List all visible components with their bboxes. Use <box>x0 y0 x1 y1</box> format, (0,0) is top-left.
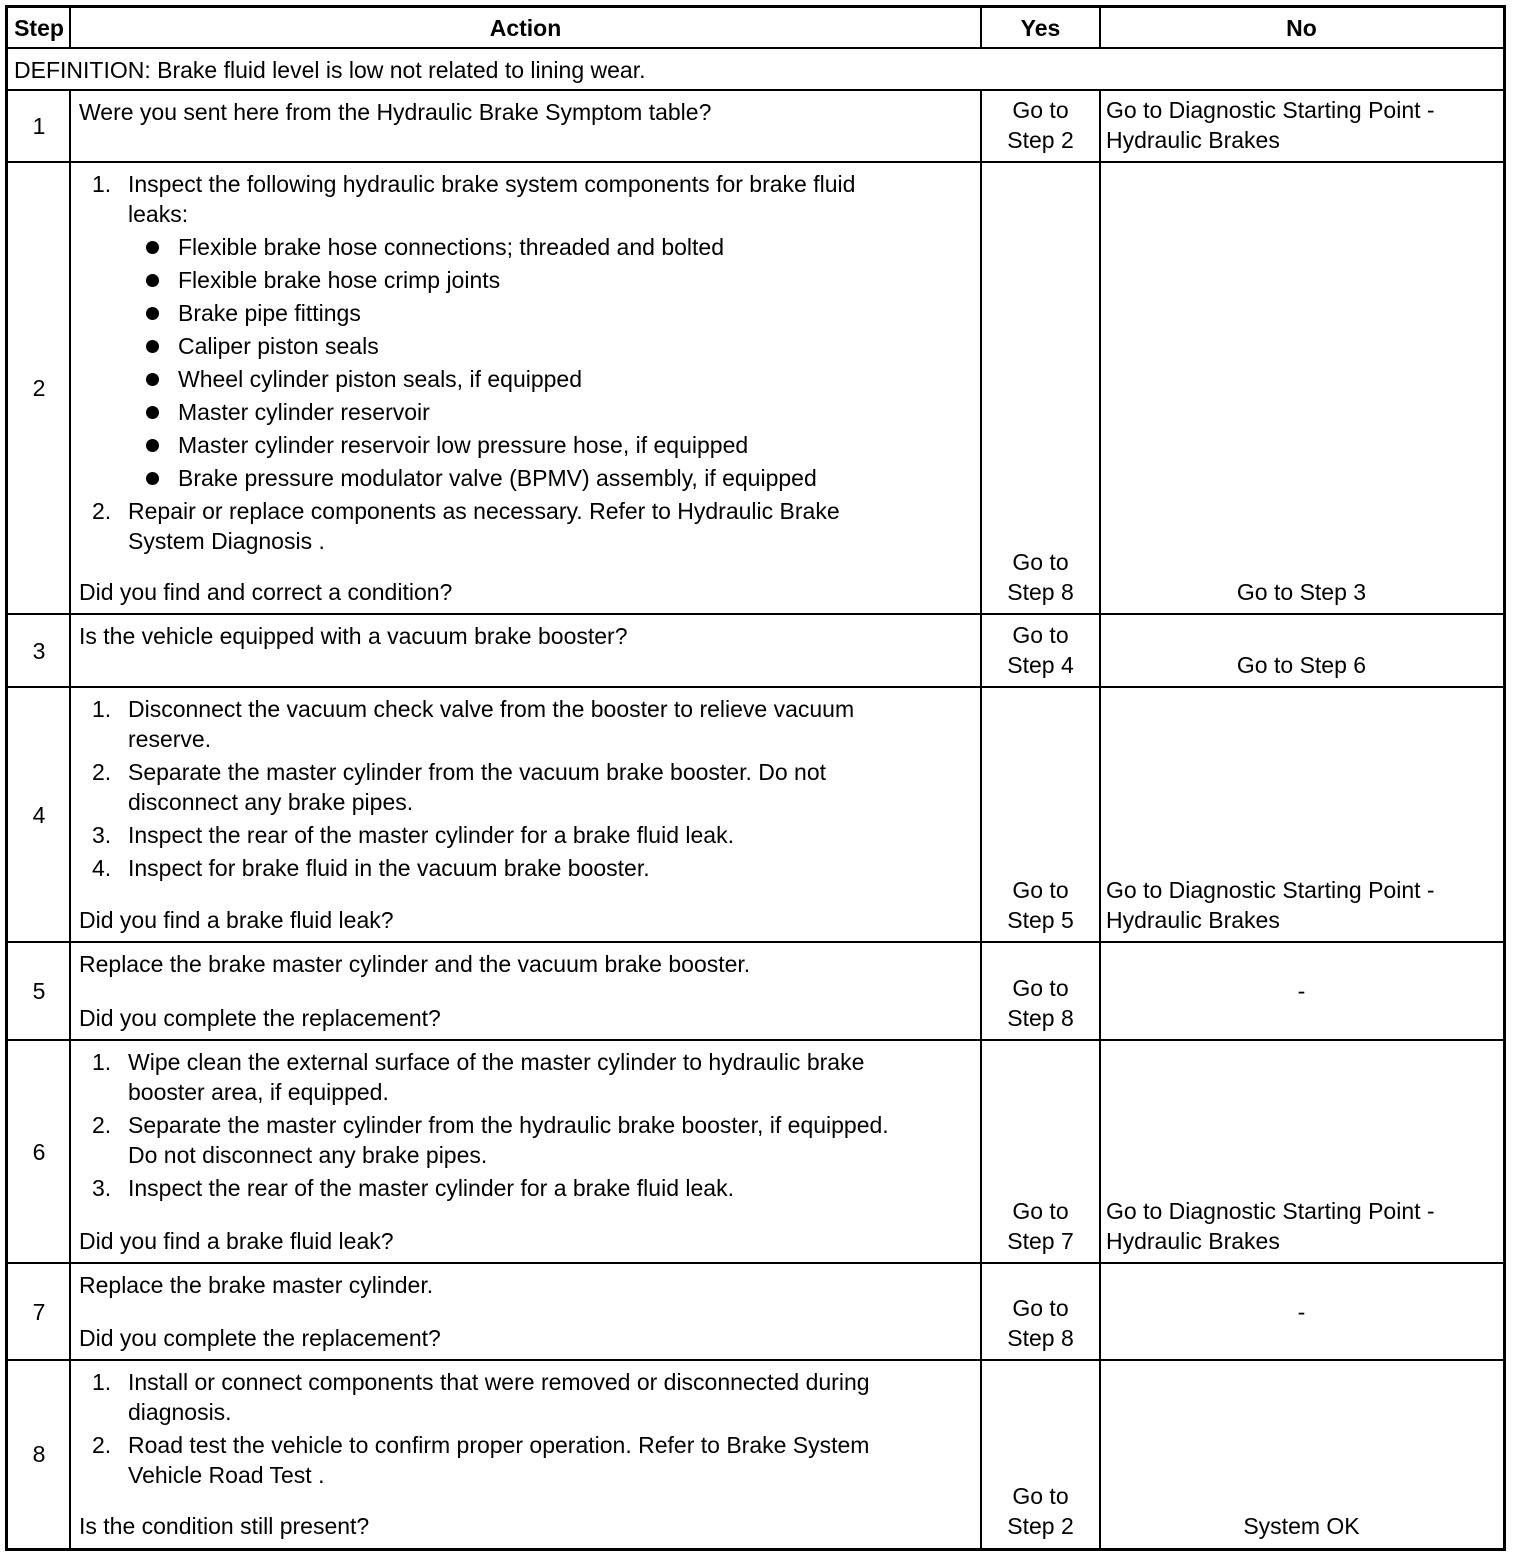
step-list-text: reserve. <box>128 726 212 752</box>
step-list-number: 1. <box>92 171 112 197</box>
step-list-number: 2. <box>92 759 112 785</box>
step-list-number: 4. <box>92 855 112 881</box>
step-number: 5 <box>32 978 46 1004</box>
yes-result: Step 2 <box>1007 127 1074 153</box>
step-list-text: System Diagnosis . <box>128 528 325 554</box>
yes-result: Go to <box>1012 1295 1069 1321</box>
step-number: 8 <box>32 1441 46 1467</box>
step-list-text: disconnect any brake pipes. <box>128 789 414 815</box>
bullet-text: Flexible brake hose connections; threaded and bolted <box>178 234 724 260</box>
action-question: Did you find a brake fluid leak? <box>79 907 394 933</box>
yes-result: Go to <box>1012 97 1069 123</box>
no-result: Go to Diagnostic Starting Point - <box>1106 877 1435 903</box>
bullet-text: Caliper piston seals <box>178 333 379 359</box>
step-list-text: Inspect the following hydraulic brake system components for brake fluid <box>128 171 856 197</box>
bullet-icon <box>146 274 159 287</box>
yes-result: Step 8 <box>1007 579 1074 605</box>
bullet-icon <box>146 307 159 320</box>
bullet-icon <box>146 340 159 353</box>
step-list-number: 2. <box>92 1112 112 1138</box>
no-result: Go to Diagnostic Starting Point - <box>1106 97 1435 123</box>
step-list-text: Road test the vehicle to confirm proper operation. Refer to Brake System <box>128 1432 870 1458</box>
bullet-text: Flexible brake hose crimp joints <box>178 267 501 293</box>
action-question: Did you complete the replacement? <box>79 1325 441 1351</box>
step-number: 3 <box>32 638 46 664</box>
row-divider <box>8 941 1503 943</box>
step-list-number: 2. <box>92 498 112 524</box>
step-list-text: Vehicle Road Test . <box>128 1462 325 1488</box>
yes-result: Step 5 <box>1007 907 1074 933</box>
step-list-number: 1. <box>92 696 112 722</box>
no-result: - <box>1297 1299 1306 1325</box>
bullet-icon <box>146 241 159 254</box>
step-number: 4 <box>32 802 46 828</box>
step-list-text: Repair or replace components as necessary. Refer to Hydraulic Brake <box>128 498 840 524</box>
row-divider <box>8 1359 1503 1361</box>
step-number: 2 <box>32 375 46 401</box>
action-question: Did you complete the replacement? <box>79 1005 441 1031</box>
no-result: Hydraulic Brakes <box>1106 127 1280 153</box>
yes-result: Step 7 <box>1007 1228 1074 1254</box>
action-question: Did you find a brake fluid leak? <box>79 1228 394 1254</box>
step-number: 6 <box>32 1139 46 1165</box>
header-no: No <box>1286 15 1317 41</box>
step-list-text: leaks: <box>128 201 189 227</box>
header-yes: Yes <box>1020 15 1061 41</box>
no-result: Go to Step 6 <box>1236 652 1367 678</box>
action-text: Replace the brake master cylinder and the vacuum brake booster. <box>79 951 751 977</box>
step-list-number: 3. <box>92 1175 112 1201</box>
bullet-icon <box>146 472 159 485</box>
step-list-text: Do not disconnect any brake pipes. <box>128 1142 488 1168</box>
row-divider <box>8 1262 1503 1264</box>
bullet-text: Master cylinder reservoir low pressure hose, if equipped <box>178 432 749 458</box>
bullet-text: Brake pressure modulator valve (BPMV) assembly, if equipped <box>178 465 817 491</box>
no-result: System OK <box>1243 1513 1360 1539</box>
step-list-text: Inspect the rear of the master cylinder for a brake fluid leak. <box>128 822 734 848</box>
yes-result: Go to <box>1012 1483 1069 1509</box>
bullet-text: Brake pipe fittings <box>178 300 361 326</box>
yes-result: Go to <box>1012 549 1069 575</box>
row-divider <box>8 613 1503 615</box>
yes-result: Go to <box>1012 877 1069 903</box>
bullet-icon <box>146 439 159 452</box>
no-result: Go to Step 3 <box>1236 579 1367 605</box>
row-divider <box>8 161 1503 163</box>
yes-result: Step 4 <box>1007 652 1074 678</box>
yes-result: Step 8 <box>1007 1325 1074 1351</box>
yes-result: Go to <box>1012 622 1069 648</box>
action-text: Replace the brake master cylinder. <box>79 1272 434 1298</box>
bullet-icon <box>146 406 159 419</box>
yes-result: Step 8 <box>1007 1005 1074 1031</box>
row-divider <box>8 1039 1503 1041</box>
header-divider <box>8 47 1503 49</box>
row-divider <box>8 686 1503 688</box>
no-result: Go to Diagnostic Starting Point - <box>1106 1198 1435 1224</box>
action-question: Did you find and correct a condition? <box>79 579 453 605</box>
yes-result: Go to <box>1012 1198 1069 1224</box>
header-step: Step <box>14 15 64 41</box>
action-text: Is the vehicle equipped with a vacuum brake booster? <box>79 623 628 649</box>
step-list-text: Disconnect the vacuum check valve from the booster to relieve vacuum <box>128 696 855 722</box>
step-list-text: Inspect the rear of the master cylinder for a brake fluid leak. <box>128 1175 734 1201</box>
no-result: - <box>1297 978 1306 1004</box>
step-number: 1 <box>32 113 46 139</box>
bullet-text: Master cylinder reservoir <box>178 399 430 425</box>
step-list-number: 1. <box>92 1369 112 1395</box>
step-list-text: booster area, if equipped. <box>128 1079 389 1105</box>
step-list-number: 3. <box>92 822 112 848</box>
definition-text: DEFINITION: Brake fluid level is low not related to lining wear. <box>14 57 646 83</box>
bullet-text: Wheel cylinder piston seals, if equipped <box>178 366 583 392</box>
yes-result: Step 2 <box>1007 1513 1074 1539</box>
step-list-text: diagnosis. <box>128 1399 232 1425</box>
step-list-text: Install or connect components that were removed or disconnected during <box>128 1369 870 1395</box>
header-action: Action <box>489 15 562 41</box>
step-list-number: 1. <box>92 1049 112 1075</box>
no-result: Hydraulic Brakes <box>1106 907 1280 933</box>
step-list-text: Separate the master cylinder from the vacuum brake booster. Do not <box>128 759 827 785</box>
row-divider <box>8 89 1503 91</box>
no-result: Hydraulic Brakes <box>1106 1228 1280 1254</box>
step-list-text: Wipe clean the external surface of the master cylinder to hydraulic brake <box>128 1049 865 1075</box>
step-number: 7 <box>32 1299 46 1325</box>
bullet-icon <box>146 373 159 386</box>
yes-result: Go to <box>1012 975 1069 1001</box>
step-list-number: 2. <box>92 1432 112 1458</box>
step-list-text: Separate the master cylinder from the hydraulic brake booster, if equipped. <box>128 1112 889 1138</box>
step-list-text: Inspect for brake fluid in the vacuum brake booster. <box>128 855 650 881</box>
action-question: Is the condition still present? <box>79 1513 370 1539</box>
action-text: Were you sent here from the Hydraulic Brake Symptom table? <box>79 99 712 125</box>
